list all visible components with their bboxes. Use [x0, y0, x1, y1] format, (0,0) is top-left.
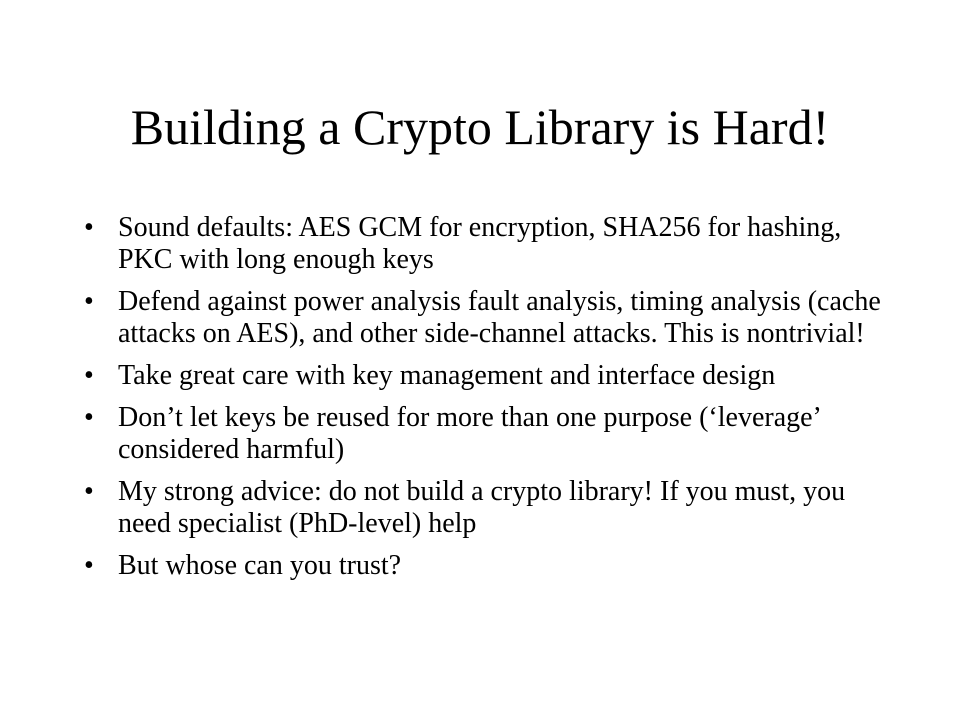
bullet-icon: • — [84, 212, 94, 243]
bullet-icon: • — [84, 402, 94, 433]
bullet-text: But whose can you trust? — [118, 550, 402, 581]
bullet-icon: • — [84, 286, 94, 317]
bullet-text: My strong advice: do not build a crypto library! If you must, you need specialist (PhD-level) help — [118, 476, 846, 539]
bullet-item — [84, 476, 884, 540]
bullet-item — [84, 286, 884, 350]
bullet-list — [84, 212, 884, 592]
bullet-icon: • — [84, 476, 94, 507]
bullet-icon: • — [84, 360, 94, 391]
bullet-text: Defend against power analysis fault analysis, timing analysis (cache attacks on AES), and other side-channel attacks. This is nontrivial! — [118, 286, 881, 349]
slide-title: Building a Crypto Library is Hard! — [130, 99, 830, 155]
bullet-text: Take great care with key management and interface design — [118, 360, 776, 391]
bullet-item — [84, 212, 884, 276]
bullet-item — [84, 402, 884, 466]
bullet-text: Sound defaults: AES GCM for encryption, SHA256 for hashing, PKC with long enough keys — [118, 212, 842, 275]
bullet-item — [84, 550, 884, 582]
bullet-item — [84, 360, 884, 392]
bullet-icon: • — [84, 550, 94, 581]
bullet-text: Don’t let keys be reused for more than one purpose (‘leverage’ considered harmful) — [118, 402, 820, 465]
